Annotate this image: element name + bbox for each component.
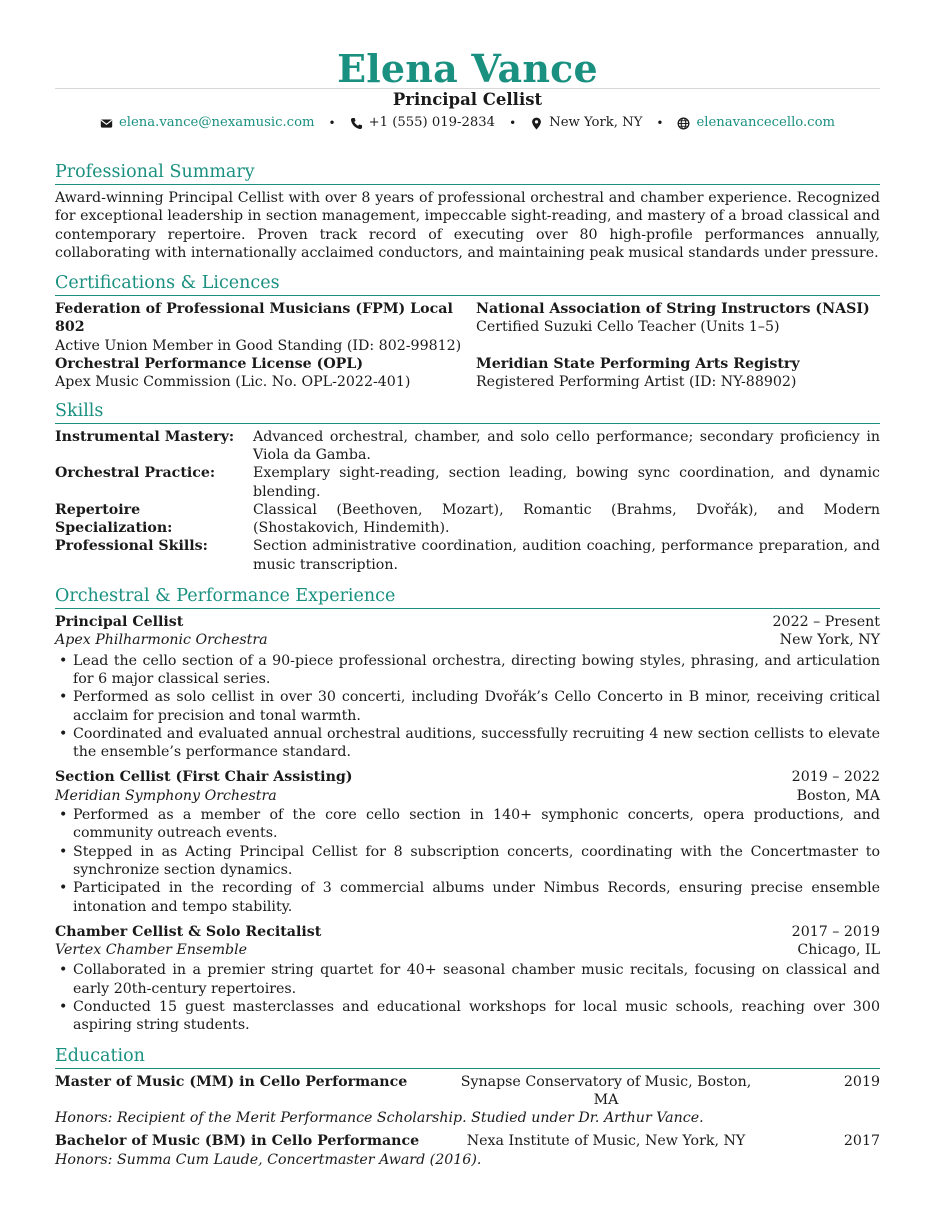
- globe-icon: [677, 117, 690, 130]
- cert-item: [55, 355, 476, 392]
- contact-bar: [55, 113, 880, 133]
- job-header: [55, 613, 880, 631]
- bullet-item: • Participated in the recording of 3 commercial albums under Nimbus Records, ensuring precise ensemble intonation and tempo stability.: [55, 879, 880, 916]
- contact-phone: [350, 113, 495, 133]
- job-org: Vertex Chamber Ensemble: [55, 942, 248, 959]
- job-entry: [55, 768, 880, 915]
- skill-label: Instrumental Mastery:: [55, 428, 235, 445]
- skill-row: [55, 464, 880, 501]
- cert-detail: Active Union Member in Good Standing (ID: 802-99812): [55, 337, 462, 354]
- skill-value: Classical (Beethoven, Mozart), Romantic (Brahms, Dvořák), and Modern (Shostakovich, Hindemith).: [253, 501, 880, 537]
- job-location: Boston, MA: [796, 787, 880, 804]
- job-bullets: [55, 961, 880, 1034]
- education-row: [55, 1073, 880, 1110]
- summary-text: Award-winning Principal Cellist with over 8 years of professional orchestral and chamber experience. Recognized for exceptional leadership in section management, impeccable sight-reading, and mastery of a broad classical and contemporary repertoire. Proven track record of executing over 80 high-profile performances annually, collaborating with internationally acclaimed conductors, and maintaining peak musical standards under pressure.: [55, 190, 880, 261]
- skill-label: Professional Skills:: [55, 538, 208, 555]
- institution-name: Synapse Conservatory of Music, Boston, MA: [460, 1073, 752, 1108]
- bullet-item: • Coordinated and evaluated annual orchestral auditions, successfully recruiting 4 new section cellists to elevate the ensemble’s performance standard.: [55, 725, 880, 762]
- cert-detail: Certified Suzuki Cello Teacher (Units 1–5): [476, 319, 780, 336]
- envelope-icon: [100, 117, 113, 130]
- candidate-title: Principal Cellist: [392, 90, 543, 109]
- section-heading: Certifications & Licences: [55, 272, 880, 296]
- job-subheader: [55, 941, 880, 959]
- job-location: Chicago, IL: [797, 942, 880, 959]
- job-bullets: [55, 806, 880, 916]
- job-entry: [55, 613, 880, 761]
- phone-icon: [350, 117, 363, 130]
- contact-email[interactable]: [100, 113, 315, 133]
- website-link[interactable]: elenavancecello.com: [696, 115, 836, 130]
- job-dates: 2017 – 2019: [791, 923, 880, 940]
- education-entry: [55, 1132, 880, 1169]
- contact-separator: •: [509, 116, 517, 130]
- phone-number: +1 (555) 019-2834: [368, 115, 496, 130]
- institution-name: Nexa Institute of Music, New York, NY: [466, 1133, 746, 1150]
- education-section: [55, 1045, 880, 1169]
- certifications-grid: [55, 300, 880, 391]
- degree-name: Bachelor of Music (BM) in Cello Performance: [55, 1133, 420, 1150]
- job-role: Chamber Cellist & Solo Recitalist: [55, 923, 322, 940]
- cert-item: [476, 355, 880, 392]
- cert-name: Federation of Professional Musicians (FPM) Local 802: [55, 301, 453, 336]
- bullet-item: • Conducted 15 guest masterclasses and educational workshops for local music schools, reaching over 300 aspiring string students.: [55, 998, 880, 1035]
- bullet-item: • Collaborated in a premier string quartet for 40+ seasonal chamber music recitals, focusing on classical and early 20th-century repertoires.: [55, 961, 880, 998]
- graduation-year: 2019: [843, 1073, 880, 1090]
- resume-page: [55, 46, 880, 1169]
- cert-name: National Association of String Instructors (NASI): [476, 301, 870, 318]
- job-location: New York, NY: [779, 632, 880, 649]
- cert-detail: Registered Performing Artist (ID: NY-88902): [476, 374, 797, 391]
- bullet-item: • Stepped in as Acting Principal Cellist for 8 subscription concerts, coordinating with the Concertmaster to synchronize section dynamics.: [55, 843, 880, 880]
- skills-section: [55, 400, 880, 574]
- bullet-item: • Lead the cello section of a 90-piece professional orchestra, directing bowing styles, phrasing, and articulation for 6 major classical series.: [55, 652, 880, 689]
- location-text: New York, NY: [549, 115, 643, 130]
- bullet-item: • Performed as solo cellist in over 30 concerti, including Dvořák’s Cello Concerto in B minor, receiving critical acclaim for precision and tonal warmth.: [55, 688, 880, 725]
- education-entry: [55, 1073, 880, 1128]
- cert-name: Meridian State Performing Arts Registry: [476, 356, 800, 373]
- candidate-name: Elena Vance: [337, 46, 598, 91]
- section-heading: Professional Summary: [55, 161, 880, 185]
- experience-section: [55, 585, 880, 1035]
- graduation-year: 2017: [843, 1133, 880, 1150]
- job-dates: 2019 – 2022: [791, 769, 880, 786]
- job-header: [55, 768, 880, 786]
- skill-row: [55, 428, 880, 465]
- education-honors: Honors: Recipient of the Merit Performance Scholarship. Studied under Dr. Arthur Vance.: [55, 1110, 704, 1127]
- job-subheader: [55, 787, 880, 805]
- job-subheader: [55, 631, 880, 649]
- job-org: Meridian Symphony Orchestra: [55, 787, 277, 804]
- skill-row: [55, 537, 880, 574]
- email-link[interactable]: elena.vance@nexamusic.com: [118, 115, 315, 130]
- bullet-item: • Performed as a member of the core cello section in 140+ symphonic concerts, opera productions, and community outreach events.: [55, 806, 880, 843]
- cert-detail: Apex Music Commission (Lic. No. OPL-2022-401): [55, 374, 411, 391]
- degree-name: Master of Music (MM) in Cello Performance: [55, 1073, 408, 1090]
- cert-item: [55, 300, 476, 355]
- contact-separator: •: [328, 116, 336, 130]
- job-role: Section Cellist (First Chair Assisting): [55, 769, 353, 786]
- job-org: Apex Philharmonic Orchestra: [55, 632, 268, 649]
- section-heading: Education: [55, 1045, 880, 1069]
- contact-website[interactable]: [677, 113, 835, 133]
- skill-row: [55, 501, 880, 538]
- section-heading: Skills: [55, 400, 880, 424]
- skill-label: Repertoire Specialization:: [55, 501, 173, 537]
- skill-label: Orchestral Practice:: [55, 465, 216, 482]
- job-bullets: [55, 652, 880, 762]
- map-pin-icon: [530, 117, 543, 130]
- education-row: [55, 1132, 880, 1150]
- cert-name: Orchestral Performance License (OPL): [55, 356, 364, 373]
- job-entry: [55, 923, 880, 1035]
- cert-item: [476, 300, 880, 355]
- skill-value: Exemplary sight-reading, section leading, bowing sync coordination, and dynamic blending.: [253, 465, 880, 500]
- job-header: [55, 923, 880, 941]
- certifications-section: [55, 272, 880, 391]
- contact-location: [530, 113, 642, 133]
- education-honors: Honors: Summa Cum Laude, Concertmaster Award (2016).: [55, 1151, 482, 1168]
- resume-header: [55, 46, 880, 133]
- summary-section: [55, 161, 880, 262]
- section-heading: Orchestral & Performance Experience: [55, 585, 880, 609]
- skill-value: Advanced orchestral, chamber, and solo cello performance; secondary proficiency in Viola da Gamba.: [253, 428, 880, 463]
- skill-value: Section administrative coordination, audition coaching, performance preparation, and music transcription.: [253, 538, 880, 573]
- contact-separator: •: [656, 116, 664, 130]
- job-role: Principal Cellist: [55, 614, 184, 631]
- job-dates: 2022 – Present: [772, 614, 880, 631]
